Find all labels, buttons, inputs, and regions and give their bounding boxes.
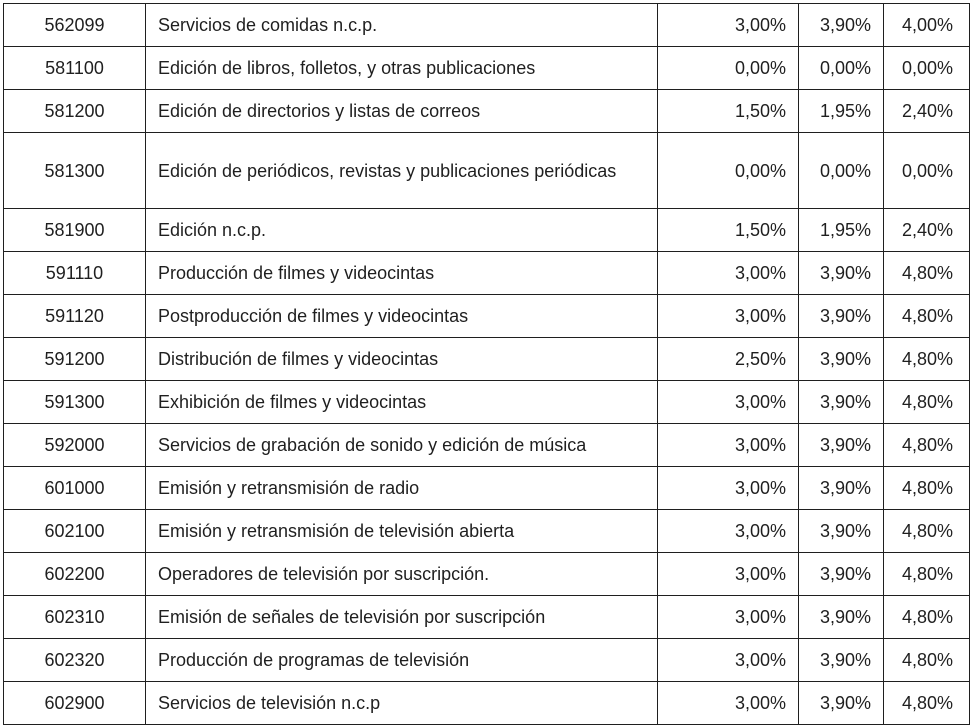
table-row <box>4 682 970 725</box>
rate-3: 4,80% <box>884 381 970 424</box>
rate-1: 3,00% <box>658 596 799 639</box>
rate-2: 3,90% <box>799 596 884 639</box>
activity-code: 602200 <box>4 553 146 596</box>
table-row <box>4 90 970 133</box>
rate-2: 3,90% <box>799 467 884 510</box>
activity-code: 602100 <box>4 510 146 553</box>
rate-2: 3,90% <box>799 682 884 725</box>
activity-description: Edición de periódicos, revistas y publicaciones periódicas <box>146 133 658 209</box>
rate-3: 0,00% <box>884 133 970 209</box>
table-row <box>4 424 970 467</box>
activity-description: Edición de libros, folletos, y otras publicaciones <box>146 47 658 90</box>
rate-1: 3,00% <box>658 639 799 682</box>
activity-description: Producción de filmes y videocintas <box>146 252 658 295</box>
rate-1: 3,00% <box>658 252 799 295</box>
activity-description: Servicios de grabación de sonido y edición de música <box>146 424 658 467</box>
table-row <box>4 209 970 252</box>
activity-code: 562099 <box>4 4 146 47</box>
activity-code: 602900 <box>4 682 146 725</box>
rate-3: 4,80% <box>884 639 970 682</box>
activity-code: 601000 <box>4 467 146 510</box>
rate-1: 2,50% <box>658 338 799 381</box>
rate-3: 4,80% <box>884 424 970 467</box>
rate-1: 3,00% <box>658 424 799 467</box>
rate-3: 4,80% <box>884 338 970 381</box>
activity-description: Postproducción de filmes y videocintas <box>146 295 658 338</box>
activity-code: 602310 <box>4 596 146 639</box>
activity-rates-table <box>3 3 970 725</box>
table-row <box>4 596 970 639</box>
rate-1: 1,50% <box>658 90 799 133</box>
rate-1: 0,00% <box>658 47 799 90</box>
activity-description: Producción de programas de televisión <box>146 639 658 682</box>
rate-3: 4,00% <box>884 4 970 47</box>
table-row <box>4 553 970 596</box>
rate-2: 3,90% <box>799 295 884 338</box>
activity-description: Emisión de señales de televisión por suscripción <box>146 596 658 639</box>
rate-3: 2,40% <box>884 209 970 252</box>
table-row <box>4 467 970 510</box>
rate-2: 1,95% <box>799 90 884 133</box>
rate-1: 1,50% <box>658 209 799 252</box>
activity-code: 592000 <box>4 424 146 467</box>
rate-3: 4,80% <box>884 510 970 553</box>
rate-2: 3,90% <box>799 4 884 47</box>
rate-2: 3,90% <box>799 510 884 553</box>
activity-code: 581200 <box>4 90 146 133</box>
rate-1: 3,00% <box>658 510 799 553</box>
rate-1: 3,00% <box>658 553 799 596</box>
rate-3: 4,80% <box>884 252 970 295</box>
activity-code: 581300 <box>4 133 146 209</box>
rate-3: 4,80% <box>884 682 970 725</box>
table-row <box>4 381 970 424</box>
table-row <box>4 133 970 209</box>
rate-2: 3,90% <box>799 639 884 682</box>
rate-2: 0,00% <box>799 133 884 209</box>
activity-code: 591200 <box>4 338 146 381</box>
table-row <box>4 295 970 338</box>
rate-1: 3,00% <box>658 682 799 725</box>
activity-description: Exhibición de filmes y videocintas <box>146 381 658 424</box>
rate-1: 0,00% <box>658 133 799 209</box>
table-row <box>4 510 970 553</box>
activity-code: 591110 <box>4 252 146 295</box>
rate-3: 4,80% <box>884 467 970 510</box>
activity-code: 581900 <box>4 209 146 252</box>
rate-3: 0,00% <box>884 47 970 90</box>
rate-3: 4,80% <box>884 295 970 338</box>
activity-description: Edición de directorios y listas de correos <box>146 90 658 133</box>
activity-code: 591120 <box>4 295 146 338</box>
rate-1: 3,00% <box>658 381 799 424</box>
rate-1: 3,00% <box>658 467 799 510</box>
activity-code: 591300 <box>4 381 146 424</box>
rate-2: 0,00% <box>799 47 884 90</box>
table-row <box>4 252 970 295</box>
rate-3: 4,80% <box>884 596 970 639</box>
rate-2: 3,90% <box>799 252 884 295</box>
activity-description: Edición n.c.p. <box>146 209 658 252</box>
rate-1: 3,00% <box>658 4 799 47</box>
activity-description: Emisión y retransmisión de radio <box>146 467 658 510</box>
activity-description: Operadores de televisión por suscripción. <box>146 553 658 596</box>
activity-code: 581100 <box>4 47 146 90</box>
table-row <box>4 47 970 90</box>
activity-description: Emisión y retransmisión de televisión abierta <box>146 510 658 553</box>
activity-code: 602320 <box>4 639 146 682</box>
rate-2: 3,90% <box>799 381 884 424</box>
rate-2: 3,90% <box>799 553 884 596</box>
rate-3: 4,80% <box>884 553 970 596</box>
rate-1: 3,00% <box>658 295 799 338</box>
rate-2: 3,90% <box>799 424 884 467</box>
table-row <box>4 338 970 381</box>
activity-description: Distribución de filmes y videocintas <box>146 338 658 381</box>
rate-2: 1,95% <box>799 209 884 252</box>
rate-3: 2,40% <box>884 90 970 133</box>
rate-2: 3,90% <box>799 338 884 381</box>
activity-description: Servicios de comidas n.c.p. <box>146 4 658 47</box>
table-row <box>4 4 970 47</box>
activity-description: Servicios de televisión n.c.p <box>146 682 658 725</box>
table-row <box>4 639 970 682</box>
